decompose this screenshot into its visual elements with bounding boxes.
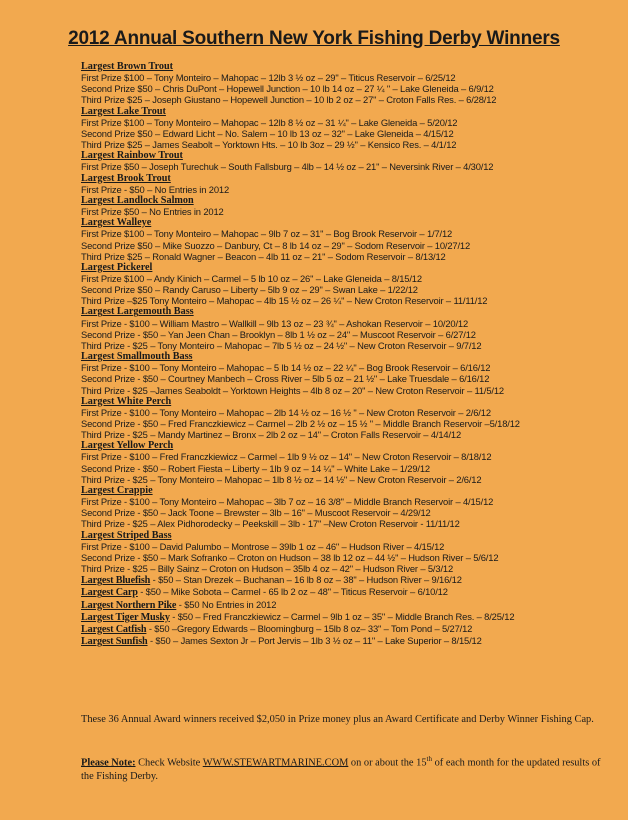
prize-line: Second Prize - $50 – Yan Jeen Chan – Brooklyn – 8lb 1 ½ oz – 24" – Muscoot Reservoir – 6/27/12	[81, 328, 476, 340]
section-heading-largest-white-perch: Largest White Perch	[81, 395, 172, 407]
prize-line: Third Prize $25 – Ronald Wagner – Beacon – 4lb 11 oz – 21" – Sodom Reservoir – 8/13/12	[81, 250, 446, 262]
website-link[interactable]: WWW.STEWARTMARINE.COM	[202, 757, 349, 769]
section-heading-largest-walleye: Largest Walleye	[81, 217, 152, 229]
prize-line: Third Prize $25 – Joseph Giustano – Hopewell Junction – 10 lb 2 oz – 27" – Croton Falls Res. – 6/28/12	[81, 94, 497, 106]
inline-entry-text: - $50 –Gregory Edwards – Bloomingburg – 15lb 8 oz– 33" – Tom Pond – 5/27/12	[146, 622, 473, 634]
prize-line: Second Prize $50 – Randy Caruso – Liberty – 5lb 9 oz – 29" – Swan Lake – 1/22/12	[81, 284, 418, 296]
prize-line: Second Prize $50 – Chris DuPont – Hopewell Junction – 10 lb 14 oz – 27 ¼ " – Lake Gleneida – 6/9/12	[81, 83, 494, 95]
prize-line: Second Prize - $50 – Mark Sofranko – Croton on Hudson – 38 lb 12 oz – 44 ½" – Hudson River – 5/6/12	[81, 551, 499, 563]
prize-line: Third Prize –$25 Tony Monteiro – Mahopac – 4lb 15 ½ oz – 26 ¼" – New Croton Reservoir – 11/11/12	[81, 295, 488, 307]
prize-line: First Prize $100 – Tony Monteiro – Mahopac – 12lb 8 ½ oz – 31 ¼" – Lake Gleneida – 5/20/12	[81, 116, 458, 128]
section-heading-largest-crappie: Largest Crappie	[81, 484, 153, 496]
note-label: Please Note:	[81, 757, 136, 769]
inline-entry-label: Largest Sunfish	[81, 635, 148, 647]
section-heading-largest-brook-trout: Largest Brook Trout	[81, 172, 171, 184]
prize-line: First Prize $50 – No Entries in 2012	[81, 206, 224, 218]
prize-line: Second Prize $50 – Edward Licht – No. Salem – 10 lb 13 oz – 32" – Lake Gleneida – 4/15/12	[81, 127, 454, 139]
inline-entry-text: - $50 – Stan Drezek – Buchanan – 16 lb 8 oz – 38" – Hudson River – 9/16/12	[150, 574, 462, 586]
inline-entry	[81, 623, 621, 635]
section-heading-largest-rainbow-trout: Largest Rainbow Trout	[81, 150, 183, 162]
prize-line: First Prize - $100 – William Mastro – Wallkill – 9lb 13 oz – 23 ¾" – Ashokan Reservoir – 10/20/12	[81, 317, 469, 329]
prize-line: First Prize - $100 – Fred Franczkiewicz – Carmel – 1lb 9 ½ oz – 14" – New Croton Reservoir – 8/18/12	[81, 451, 492, 463]
inline-entry-text: - $50 – Mike Sobota – Carmel - 65 lb 2 oz – 48" – Titicus Reservoir – 6/10/12	[137, 586, 448, 598]
prize-line: Third Prize - $25 – Tony Monteiro – Mahopac – 1lb 8 ½ oz – 14 ½" – New Croton Reservoir – 2/6/12	[81, 473, 482, 485]
inline-entry-text: - $50 No Entries in 2012	[176, 598, 277, 610]
prize-line: First Prize - $100 – David Palumbo – Montrose – 39lb 1 oz – 46" – Hudson River – 4/15/12	[81, 540, 445, 552]
prize-line: First Prize - $100 – Tony Monteiro – Mahopac – 5 lb 14 ½ oz – 22 ¼" – Bog Brook Reservoir – 6/16/12	[81, 362, 491, 374]
summary-paragraph: These 36 Annual Award winners received $2,050 in Prize money plus an Award Certificate and Derby Winner Fishing Cap.	[81, 714, 594, 725]
prize-line: Third Prize - $25 – Alex Pidhorodecky – Peekskill – 3lb - 17" –New Croton Reservoir - 11/11/12	[81, 518, 460, 530]
section-heading-largest-landlock-salmon: Largest Landlock Salmon	[81, 194, 194, 206]
prize-line: First Prize $100 – Tony Monteiro – Mahopac – 9lb 7 oz – 31" – Bog Brook Reservoir – 1/7/12	[81, 228, 453, 240]
prize-line: Third Prize $25 – James Seabolt – Yorktown Hts. – 10 lb 3oz – 29 ½" – Kensico Res. – 4/1/12	[81, 139, 457, 151]
prize-line: Third Prize - $25 –James Seaboldt – Yorktown Heights – 4lb 8 oz – 20" – New Croton Reservoir – 11/5/12	[81, 384, 504, 396]
section-heading-largest-pickerel: Largest Pickerel	[81, 261, 153, 273]
inline-entry	[81, 611, 621, 623]
winners-list	[81, 61, 621, 647]
website-note	[81, 753, 601, 783]
section-heading-largest-largemouth-bass: Largest Largemouth Bass	[81, 306, 194, 318]
inline-entry	[81, 635, 621, 647]
prize-line: Second Prize - $50 – Jack Toone – Brewster – 3lb – 16" – Muscoot Reservoir – 4/29/12	[81, 507, 431, 519]
prize-line: Second Prize - $50 – Fred Franczkiewicz – Carmel – 2lb 2 ½ oz – 15 ½ " – Middle Branch Reservoir –5/18/12	[81, 418, 520, 429]
inline-entry-text: - $50 – James Sexton Jr – Port Jervis – 1lb 3 ½ oz – 11" – Lake Superior – 8/15/12	[147, 634, 482, 646]
prize-line: First Prize - $100 – Tony Monteiro – Mahopac – 3lb 7 oz – 16 3/8" – Middle Branch Reservoir – 4/15/12	[81, 496, 494, 508]
section-heading-largest-brown-trout: Largest Brown Trout	[81, 61, 174, 72]
inline-entry-text: - $50 – Fred Franczkiewicz – Carmel – 9lb 1 oz – 35" – Middle Branch Res. – 8/25/12	[169, 610, 515, 622]
note-text-after: of each month for the updated results of the Fishing Derby.	[81, 757, 601, 782]
prize-line: First Prize $50 – Joseph Turechuk – South Fallsburg – 4lb – 14 ½ oz – 21" – Neversink River – 4/30/12	[81, 161, 494, 173]
prize-line: First Prize - $50 – No Entries in 2012	[81, 183, 230, 195]
page-title: 2012 Annual Southern New York Fishing Derby Winners	[68, 28, 560, 49]
prize-line: Second Prize - $50 – Robert Fiesta – Liberty – 1lb 9 oz – 14 ¼" – White Lake – 1/29/12	[81, 462, 430, 474]
section-heading-largest-smallmouth-bass: Largest Smallmouth Bass	[81, 351, 193, 363]
note-text-mid: on or about the 15	[348, 757, 427, 769]
inline-entry	[81, 586, 621, 598]
prize-line: Second Prize $50 – Mike Suozzo – Danbury, Ct – 8 lb 14 oz – 29" – Sodom Reservoir – 10/27/12	[81, 239, 471, 251]
inline-entry	[81, 599, 621, 611]
note-superscript: th	[426, 755, 432, 763]
inline-entry-label: Largest Carp	[81, 587, 138, 599]
note-text-before: Check Website	[135, 757, 203, 769]
inline-entry-label: Largest Bluefish	[81, 575, 151, 587]
prize-line: Second Prize - $50 – Courtney Manbech – Cross River – 5lb 5 oz – 21 ½" – Lake Truesdale – 6/16/12	[81, 373, 490, 385]
section-heading-largest-striped-bass: Largest Striped Bass	[81, 529, 172, 541]
section-heading-largest-yellow-perch: Largest Yellow Perch	[81, 440, 174, 452]
prize-line: First Prize $100 – Andy Kinich – Carmel – 5 lb 10 oz – 26" – Lake Gleneida – 8/15/12	[81, 272, 422, 284]
prize-line: First Prize - $100 – Tony Monteiro – Mahopac – 2lb 14 ½ oz – 16 ½ " – New Croton Reservoir – 2/6/12	[81, 406, 491, 418]
inline-entry-label: Largest Catfish	[81, 623, 147, 635]
prize-line: Third Prize - $25 – Billy Sainz – Croton on Hudson – 35lb 4 oz – 42" – Hudson River – 5/3/12	[81, 563, 454, 575]
inline-entry-label: Largest Northern Pike	[81, 599, 177, 611]
inline-entry	[81, 574, 621, 586]
prize-line: Third Prize - $25 – Mandy Martinez – Bronx – 2lb 2 oz – 14" – Croton Falls Reservoir – 4/14/12	[81, 429, 462, 441]
prize-line: First Prize $100 – Tony Monteiro – Mahopac – 12lb 3 ½ oz – 29" – Titicus Reservoir – 6/25/12	[81, 72, 456, 84]
prize-line: Third Prize - $25 – Tony Monteiro – Mahopac – 7lb 5 ½ oz – 24 ½" – New Croton Reservoir – 9/7/12	[81, 339, 482, 351]
inline-entry-label: Largest Tiger Musky	[81, 611, 170, 623]
section-heading-largest-lake-trout: Largest Lake Trout	[81, 105, 166, 117]
